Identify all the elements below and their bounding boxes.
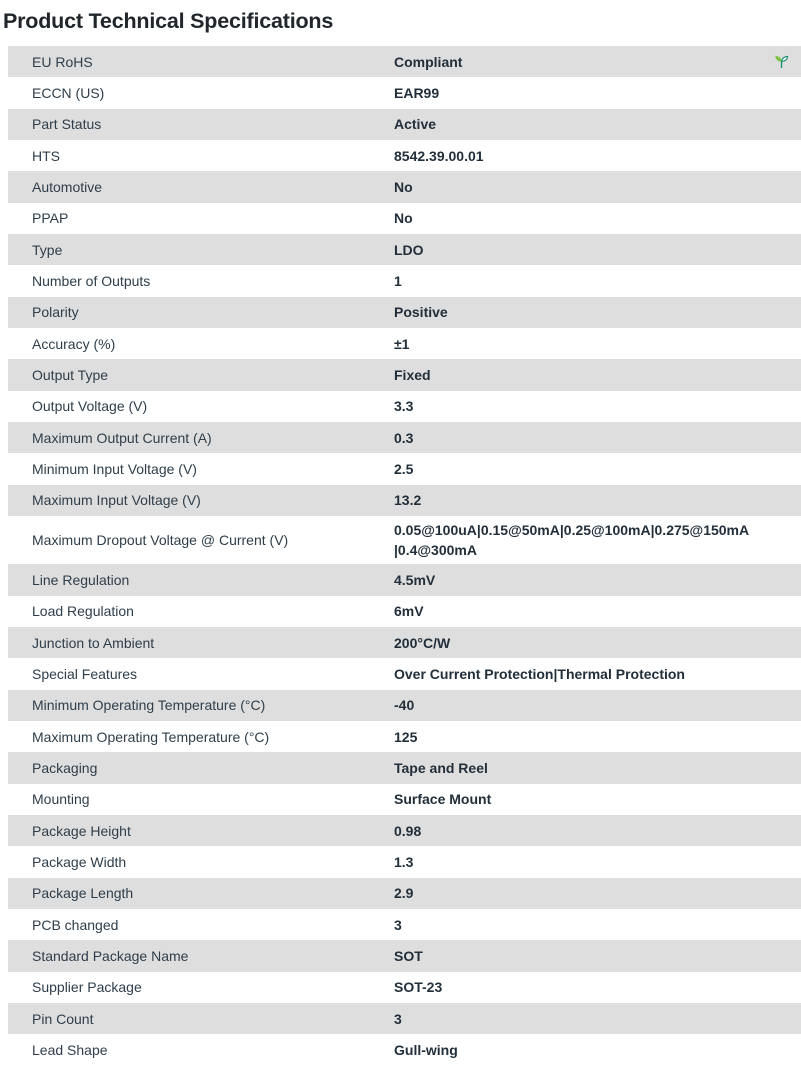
spec-label: Junction to Ambient	[32, 634, 155, 651]
spec-value: 0.3	[394, 429, 414, 446]
spec-row	[8, 203, 801, 234]
spec-value: Positive	[394, 304, 448, 321]
spec-value-wrap	[394, 1009, 801, 1029]
spec-row	[8, 485, 801, 516]
spec-label: PCB changed	[32, 916, 119, 933]
spec-value-wrap	[394, 977, 801, 997]
spec-row	[8, 658, 801, 689]
spec-row	[8, 784, 801, 815]
spec-value: 8542.39.00.01	[394, 147, 484, 164]
spec-value: 2.9	[394, 885, 414, 902]
spec-row	[8, 422, 801, 453]
spec-value-wrap	[394, 365, 801, 385]
spec-label: Output Type	[32, 367, 109, 384]
spec-label: Supplier Package	[32, 979, 142, 996]
spec-row	[8, 328, 801, 359]
spec-label: Accuracy (%)	[32, 335, 116, 352]
spec-value-wrap	[394, 520, 801, 560]
spec-row	[8, 596, 801, 627]
spec-row	[8, 77, 801, 108]
spec-value: 200°C/W	[394, 634, 451, 651]
spec-value-wrap	[394, 727, 801, 747]
spec-row	[8, 1034, 801, 1065]
spec-value: 6mV	[394, 603, 424, 620]
spec-value-wrap	[394, 758, 801, 778]
spec-value: Gull-wing	[394, 1041, 458, 1058]
spec-label: Package Width	[32, 853, 127, 870]
spec-value: Active	[394, 116, 437, 133]
spec-value: Compliant	[394, 53, 463, 70]
spec-label: Part Status	[32, 116, 102, 133]
spec-value: 1	[394, 273, 402, 290]
spec-value: 0.98	[394, 822, 422, 839]
spec-value-wrap	[394, 664, 801, 684]
spec-row	[8, 171, 801, 202]
spec-value: 3	[394, 916, 402, 933]
spec-value: LDO	[394, 241, 424, 258]
spec-value: 125	[394, 728, 418, 745]
spec-value-wrap	[394, 915, 801, 935]
spec-label: Output Voltage (V)	[32, 398, 148, 415]
spec-label: Pin Count	[32, 1010, 94, 1027]
spec-value: 0.05@100uA|0.15@50mA|0.25@100mA|0.275@150mA|0.4@300mA	[394, 522, 750, 559]
spec-value-wrap	[394, 789, 801, 809]
spec-label: Maximum Output Current (A)	[32, 429, 212, 446]
spec-row	[8, 564, 801, 595]
spec-label: Package Height	[32, 822, 131, 839]
spec-label: Automotive	[32, 179, 103, 196]
spec-value: 13.2	[394, 492, 422, 509]
spec-row	[8, 846, 801, 877]
spec-value: Surface Mount	[394, 791, 492, 808]
spec-label: EU RoHS	[32, 53, 93, 70]
spec-value-wrap	[394, 852, 801, 872]
spec-value: 2.5	[394, 461, 414, 478]
spec-label: Package Length	[32, 885, 134, 902]
spec-label: Type	[32, 241, 63, 258]
spec-table	[8, 46, 801, 1066]
spec-value: No	[394, 210, 413, 227]
spec-label: HTS	[32, 147, 60, 164]
spec-label: PPAP	[32, 210, 69, 227]
spec-row	[8, 109, 801, 140]
spec-row	[8, 627, 801, 658]
spec-row	[8, 265, 801, 296]
spec-label: Maximum Dropout Voltage @ Current (V)	[32, 532, 289, 549]
spec-row	[8, 453, 801, 484]
spec-label: Load Regulation	[32, 603, 134, 620]
spec-value: SOT-23	[394, 979, 443, 996]
spec-label: Packaging	[32, 759, 98, 776]
spec-row	[8, 516, 801, 564]
spec-value: -40	[394, 697, 415, 714]
spec-value-wrap	[394, 334, 801, 354]
spec-value-wrap	[394, 208, 801, 228]
spec-value-wrap	[394, 302, 801, 322]
spec-row	[8, 690, 801, 721]
spec-label: Mounting	[32, 791, 90, 808]
spec-value: Fixed	[394, 367, 431, 384]
spec-value-wrap	[394, 83, 801, 103]
spec-value-wrap	[394, 271, 801, 291]
spec-value-wrap	[394, 821, 801, 841]
spec-value-wrap	[394, 946, 801, 966]
spec-value: Over Current Protection|Thermal Protection	[394, 665, 685, 682]
spec-value-wrap	[394, 240, 801, 260]
spec-row	[8, 721, 801, 752]
spec-value: EAR99	[394, 85, 440, 102]
spec-row	[8, 815, 801, 846]
spec-value: 1.3	[394, 853, 414, 870]
spec-value-wrap	[394, 633, 801, 653]
spec-value-wrap	[394, 396, 801, 416]
spec-value-wrap	[394, 428, 801, 448]
spec-value-wrap	[394, 459, 801, 479]
spec-value: SOT	[394, 947, 423, 964]
spec-row	[8, 46, 801, 77]
spec-row	[8, 940, 801, 971]
spec-row	[8, 297, 801, 328]
spec-value: 3	[394, 1010, 402, 1027]
spec-row	[8, 234, 801, 265]
spec-value: 4.5mV	[394, 571, 436, 588]
spec-value-wrap	[394, 52, 801, 72]
spec-value-wrap	[394, 1040, 801, 1060]
spec-label: Minimum Input Voltage (V)	[32, 461, 197, 478]
spec-value: Tape and Reel	[394, 759, 488, 776]
spec-label: Maximum Input Voltage (V)	[32, 492, 201, 509]
spec-value: ±1	[394, 335, 410, 352]
spec-value-wrap	[394, 146, 801, 166]
spec-row	[8, 909, 801, 940]
spec-row	[8, 359, 801, 390]
spec-row	[8, 1003, 801, 1034]
spec-label: Special Features	[32, 665, 138, 682]
spec-label: Number of Outputs	[32, 273, 151, 290]
spec-value-wrap	[394, 883, 801, 903]
spec-label: Minimum Operating Temperature (°C)	[32, 697, 266, 714]
spec-label: Standard Package Name	[32, 947, 189, 964]
spec-label: ECCN (US)	[32, 85, 105, 102]
spec-value: 3.3	[394, 398, 414, 415]
spec-value-wrap	[394, 570, 801, 590]
page-title: Product Technical Specifications	[3, 9, 334, 33]
spec-label: Polarity	[32, 304, 79, 321]
spec-value-wrap	[394, 114, 801, 134]
spec-label: Maximum Operating Temperature (°C)	[32, 728, 270, 745]
spec-row	[8, 972, 801, 1003]
leaf-icon	[774, 55, 789, 69]
spec-row	[8, 391, 801, 422]
spec-label: Line Regulation	[32, 571, 130, 588]
spec-row	[8, 140, 801, 171]
spec-value-wrap	[394, 490, 801, 510]
spec-row	[8, 878, 801, 909]
spec-row	[8, 752, 801, 783]
spec-value-wrap	[394, 695, 801, 715]
spec-value-wrap	[394, 601, 801, 621]
spec-value: No	[394, 179, 413, 196]
spec-value-wrap	[394, 177, 801, 197]
spec-label: Lead Shape	[32, 1041, 108, 1058]
